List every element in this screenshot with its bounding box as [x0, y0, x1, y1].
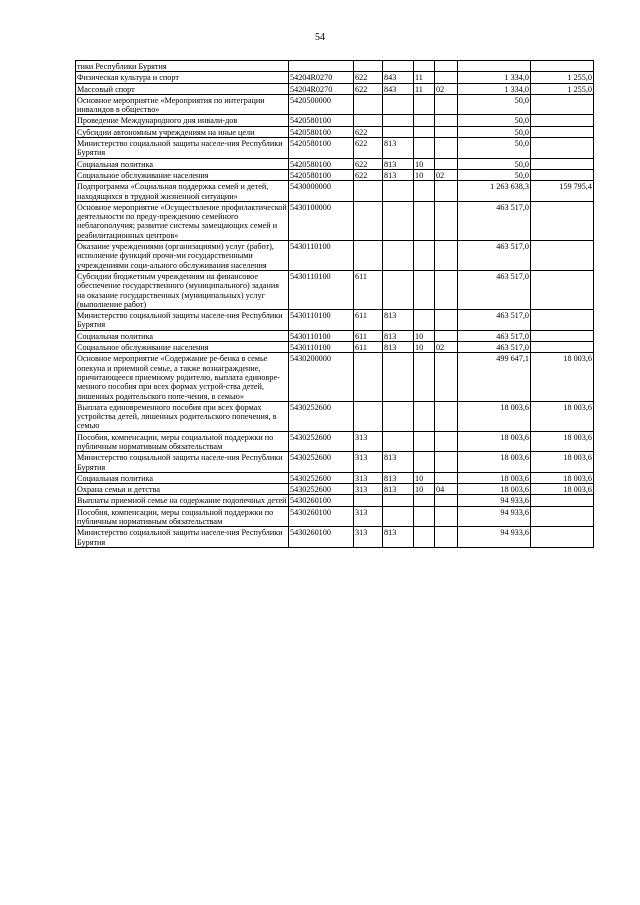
sum-year2-cell [531, 495, 594, 506]
table-row [76, 138, 594, 159]
subsection-cell [435, 61, 458, 72]
sum-year1-cell: 463 517,0 [458, 241, 531, 271]
admin-code-cell [383, 181, 414, 202]
subsection-cell [435, 115, 458, 126]
target-code-cell: 5430260100 [289, 527, 354, 548]
target-code-cell: 5430252600 [289, 431, 354, 452]
target-code-cell: 5430260100 [289, 495, 354, 506]
target-code-cell: 5430260100 [289, 506, 354, 527]
item-name-cell: Социальное обслуживание населения [76, 169, 289, 180]
section-cell: 11 [414, 72, 435, 83]
admin-code-cell: 813 [383, 158, 414, 169]
sum-year2-cell [531, 310, 594, 331]
subsection-cell [435, 353, 458, 401]
section-cell: 10 [414, 342, 435, 353]
item-name-cell: Подпрограмма «Социальная поддержка семей и детей, находящихся в трудной жизненной ситуации» [76, 181, 289, 202]
section-cell [414, 115, 435, 126]
target-code-cell: 5430110100 [289, 330, 354, 341]
section-cell [414, 527, 435, 548]
subsection-cell [435, 431, 458, 452]
table-row [76, 83, 594, 94]
expense-type-cell: 313 [354, 452, 383, 473]
section-cell [414, 201, 435, 240]
section-cell [414, 126, 435, 137]
sum-year2-cell [531, 342, 594, 353]
sum-year2-cell [531, 115, 594, 126]
item-name-cell: Выплата единовременного пособия при всех формах устройства детей, лишенных родительского попечения, в семью [76, 401, 289, 431]
sum-year1-cell: 94 933,6 [458, 527, 531, 548]
subsection-cell [435, 126, 458, 137]
section-cell [414, 353, 435, 401]
item-name-cell: Субсидии бюджетным учреждениям на финансовое обеспечение государственного (муниципального) задания на оказание государственных (муниципальных) услуг (выполнение работ) [76, 270, 289, 309]
table-row [76, 495, 594, 506]
subsection-cell [435, 495, 458, 506]
admin-code-cell [383, 94, 414, 115]
target-code-cell: 5430200000 [289, 353, 354, 401]
target-code-cell: 5420580100 [289, 115, 354, 126]
sum-year2-cell: 18 003,6 [531, 401, 594, 431]
budget-table [75, 60, 594, 548]
expense-type-cell: 622 [354, 83, 383, 94]
target-code-cell: 5420580100 [289, 138, 354, 159]
item-name-cell: Проведение Международного дня инвали-дов [76, 115, 289, 126]
sum-year2-cell [531, 126, 594, 137]
section-cell [414, 431, 435, 452]
target-code-cell: 5420580100 [289, 126, 354, 137]
sum-year1-cell: 463 517,0 [458, 310, 531, 331]
admin-code-cell [383, 241, 414, 271]
section-cell [414, 138, 435, 159]
admin-code-cell: 813 [383, 527, 414, 548]
section-cell [414, 506, 435, 527]
sum-year2-cell [531, 201, 594, 240]
expense-type-cell: 611 [354, 342, 383, 353]
table-row [76, 472, 594, 483]
table-row [76, 94, 594, 115]
table-row [76, 126, 594, 137]
section-cell [414, 270, 435, 309]
table-row [76, 506, 594, 527]
admin-code-cell: 813 [383, 330, 414, 341]
expense-type-cell: 622 [354, 138, 383, 159]
expense-type-cell: 313 [354, 527, 383, 548]
sum-year1-cell [458, 61, 531, 72]
expense-type-cell: 622 [354, 126, 383, 137]
table-row [76, 342, 594, 353]
item-name-cell: Охрана семьи и детства [76, 484, 289, 495]
target-code-cell: 5430000000 [289, 181, 354, 202]
subsection-cell [435, 472, 458, 483]
expense-type-cell: 313 [354, 431, 383, 452]
item-name-cell: Массовый спорт [76, 83, 289, 94]
subsection-cell [435, 158, 458, 169]
table-row [76, 201, 594, 240]
sum-year2-cell [531, 169, 594, 180]
sum-year1-cell: 50,0 [458, 169, 531, 180]
admin-code-cell [383, 61, 414, 72]
subsection-cell: 02 [435, 169, 458, 180]
sum-year1-cell: 50,0 [458, 158, 531, 169]
item-name-cell: Министерство социальной защиты населе-ния Республики Бурятия [76, 310, 289, 331]
sum-year1-cell: 463 517,0 [458, 342, 531, 353]
expense-type-cell [354, 94, 383, 115]
sum-year2-cell [531, 527, 594, 548]
subsection-cell: 02 [435, 342, 458, 353]
sum-year2-cell [531, 138, 594, 159]
subsection-cell: 04 [435, 484, 458, 495]
section-cell [414, 452, 435, 473]
table-body [76, 61, 594, 548]
admin-code-cell [383, 401, 414, 431]
target-code-cell: 54204R0270 [289, 83, 354, 94]
subsection-cell [435, 527, 458, 548]
sum-year1-cell: 18 003,6 [458, 452, 531, 473]
sum-year1-cell: 18 003,6 [458, 472, 531, 483]
sum-year1-cell: 18 003,6 [458, 431, 531, 452]
expense-type-cell [354, 201, 383, 240]
item-name-cell: Субсидии автономным учреждениям на иные цели [76, 126, 289, 137]
target-code-cell: 5430252600 [289, 472, 354, 483]
admin-code-cell: 813 [383, 484, 414, 495]
expense-type-cell [354, 241, 383, 271]
sum-year1-cell: 463 517,0 [458, 201, 531, 240]
item-name-cell: Социальная политика [76, 330, 289, 341]
admin-code-cell [383, 270, 414, 309]
admin-code-cell [383, 115, 414, 126]
expense-type-cell [354, 115, 383, 126]
admin-code-cell: 813 [383, 472, 414, 483]
section-cell [414, 310, 435, 331]
sum-year2-cell: 1 255,0 [531, 72, 594, 83]
target-code-cell: 5430252600 [289, 452, 354, 473]
expense-type-cell: 611 [354, 270, 383, 309]
admin-code-cell: 813 [383, 342, 414, 353]
admin-code-cell: 843 [383, 83, 414, 94]
item-name-cell: Основное мероприятие «Осуществление профилактической деятельности по преду-преждению семейного неблагополучия; развитие системы замещающих семей и реабилитационных центров» [77, 202, 287, 240]
section-cell: 10 [414, 484, 435, 495]
expense-type-cell [354, 181, 383, 202]
sum-year1-cell: 18 003,6 [458, 401, 531, 431]
table-row [76, 72, 594, 83]
sum-year2-cell [531, 94, 594, 115]
section-cell: 10 [414, 169, 435, 180]
admin-code-cell [383, 126, 414, 137]
item-name-cell: Министерство социальной защиты населе-ния Республики Бурятия [76, 452, 289, 473]
sum-year1-cell: 1 334,0 [458, 72, 531, 83]
sum-year1-cell: 50,0 [458, 94, 531, 115]
expense-type-cell: 313 [354, 506, 383, 527]
target-code-cell: 54204R0270 [289, 72, 354, 83]
table-row [76, 353, 594, 401]
expense-type-cell: 313 [354, 472, 383, 483]
admin-code-cell [383, 495, 414, 506]
target-code-cell: 5420580100 [289, 158, 354, 169]
table-row [76, 61, 594, 72]
item-name-cell: тики Республики Бурятия [76, 61, 289, 72]
item-name-cell: Выплаты приемной семье на содержание подопечных детей [77, 496, 287, 506]
sum-year2-cell: 18 003,6 [531, 452, 594, 473]
table-row [76, 452, 594, 473]
table-row [76, 401, 594, 431]
sum-year2-cell: 18 003,6 [531, 484, 594, 495]
expense-type-cell [354, 61, 383, 72]
expense-type-cell: 622 [354, 72, 383, 83]
admin-code-cell [383, 201, 414, 240]
table-row [76, 115, 594, 126]
sum-year2-cell [531, 61, 594, 72]
item-name-cell: Социальное обслуживание населения [76, 342, 289, 353]
table-row [76, 158, 594, 169]
sum-year1-cell: 463 517,0 [458, 270, 531, 309]
subsection-cell [435, 241, 458, 271]
table-row [76, 169, 594, 180]
subsection-cell [435, 330, 458, 341]
target-code-cell: 5430110100 [289, 241, 354, 271]
section-cell: 10 [414, 472, 435, 483]
sum-year1-cell: 94 933,6 [458, 495, 531, 506]
table-row [76, 181, 594, 202]
section-cell [414, 61, 435, 72]
table-row [76, 270, 594, 309]
expense-type-cell [354, 353, 383, 401]
sum-year2-cell: 1 255,0 [531, 83, 594, 94]
table-row [76, 431, 594, 452]
sum-year1-cell: 50,0 [458, 126, 531, 137]
expense-type-cell: 611 [354, 310, 383, 331]
expense-type-cell: 611 [354, 330, 383, 341]
section-cell: 10 [414, 330, 435, 341]
target-code-cell: 5420580100 [289, 169, 354, 180]
table-row [76, 330, 594, 341]
target-code-cell: 5430110100 [289, 342, 354, 353]
table-row [76, 241, 594, 271]
admin-code-cell: 843 [383, 72, 414, 83]
sum-year2-cell [531, 270, 594, 309]
item-name-cell: Основное мероприятие «Мероприятия по интеграции инвалидов в общество» [76, 94, 289, 115]
item-name-cell: Физическая культура и спорт [76, 72, 289, 83]
item-name-cell: Основное мероприятие «Содержание ре-бенка в семье опекуна и приемной семье, а также вознаграждение, причитающееся приемному родителю, выплата единовре-менного пособия при всех формах устрой-ства детей, лишенных родительского попе-чения, в семью» [76, 353, 289, 401]
target-code-cell: 5430110100 [289, 310, 354, 331]
sum-year2-cell: 18 003,6 [531, 472, 594, 483]
table-row [76, 484, 594, 495]
sum-year1-cell: 499 647,1 [458, 353, 531, 401]
expense-type-cell: 622 [354, 158, 383, 169]
sum-year1-cell: 50,0 [458, 138, 531, 159]
expense-type-cell [354, 495, 383, 506]
admin-code-cell [383, 506, 414, 527]
admin-code-cell: 813 [383, 310, 414, 331]
sum-year1-cell: 463 517,0 [458, 330, 531, 341]
target-code-cell: 5420500000 [289, 94, 354, 115]
item-name-cell: Министерство социальной защиты населе-ния Республики Бурятия [76, 138, 289, 159]
admin-code-cell: 813 [383, 452, 414, 473]
sum-year1-cell: 18 003,6 [458, 484, 531, 495]
subsection-cell: 02 [435, 83, 458, 94]
item-name-cell: Оказание учреждениями (организациями) услуг (работ), исполнение функций прочи-ми государственными учреждениями соци-ального обслуживания населения [76, 241, 289, 271]
target-code-cell: 5430110100 [289, 270, 354, 309]
subsection-cell [435, 72, 458, 83]
table-row [76, 310, 594, 331]
admin-code-cell: 813 [383, 138, 414, 159]
sum-year2-cell [531, 330, 594, 341]
admin-code-cell [383, 431, 414, 452]
sum-year2-cell [531, 241, 594, 271]
table-row [76, 527, 594, 548]
sum-year2-cell: 18 003,6 [531, 353, 594, 401]
admin-code-cell [383, 353, 414, 401]
section-cell [414, 241, 435, 271]
subsection-cell [435, 181, 458, 202]
sum-year1-cell: 1 263 638,3 [458, 181, 531, 202]
page-number: 54 [315, 32, 325, 43]
sum-year2-cell: 18 003,6 [531, 431, 594, 452]
subsection-cell [435, 452, 458, 473]
section-cell: 11 [414, 83, 435, 94]
sum-year2-cell [531, 506, 594, 527]
expense-type-cell [354, 401, 383, 431]
sum-year2-cell [531, 158, 594, 169]
sum-year2-cell: 159 795,4 [531, 181, 594, 202]
target-code-cell: 5430100000 [289, 201, 354, 240]
sum-year1-cell: 50,0 [458, 115, 531, 126]
section-cell: 10 [414, 158, 435, 169]
section-cell [414, 181, 435, 202]
target-code-cell [289, 61, 354, 72]
item-name-cell: Социальная политика [76, 472, 289, 483]
subsection-cell [435, 506, 458, 527]
subsection-cell [435, 401, 458, 431]
target-code-cell: 5430252600 [289, 484, 354, 495]
subsection-cell [435, 138, 458, 159]
section-cell [414, 401, 435, 431]
sum-year1-cell: 1 334,0 [458, 83, 531, 94]
subsection-cell [435, 310, 458, 331]
item-name-cell: Министерство социальной защиты населе-ния Республики Бурятия [76, 527, 289, 548]
subsection-cell [435, 94, 458, 115]
subsection-cell [435, 201, 458, 240]
expense-type-cell: 622 [354, 169, 383, 180]
sum-year1-cell: 94 933,6 [458, 506, 531, 527]
subsection-cell [435, 270, 458, 309]
admin-code-cell: 813 [383, 169, 414, 180]
item-name-cell: Пособия, компенсации, меры социальной поддержки по публичным нормативным обязательствам [76, 431, 289, 452]
target-code-cell: 5430252600 [289, 401, 354, 431]
section-cell [414, 94, 435, 115]
item-name-cell: Пособия, компенсации, меры социальной поддержки по публичным нормативным обязательствам [76, 506, 289, 527]
expense-type-cell: 313 [354, 484, 383, 495]
item-name-cell: Социальная политика [76, 158, 289, 169]
section-cell [414, 495, 435, 506]
